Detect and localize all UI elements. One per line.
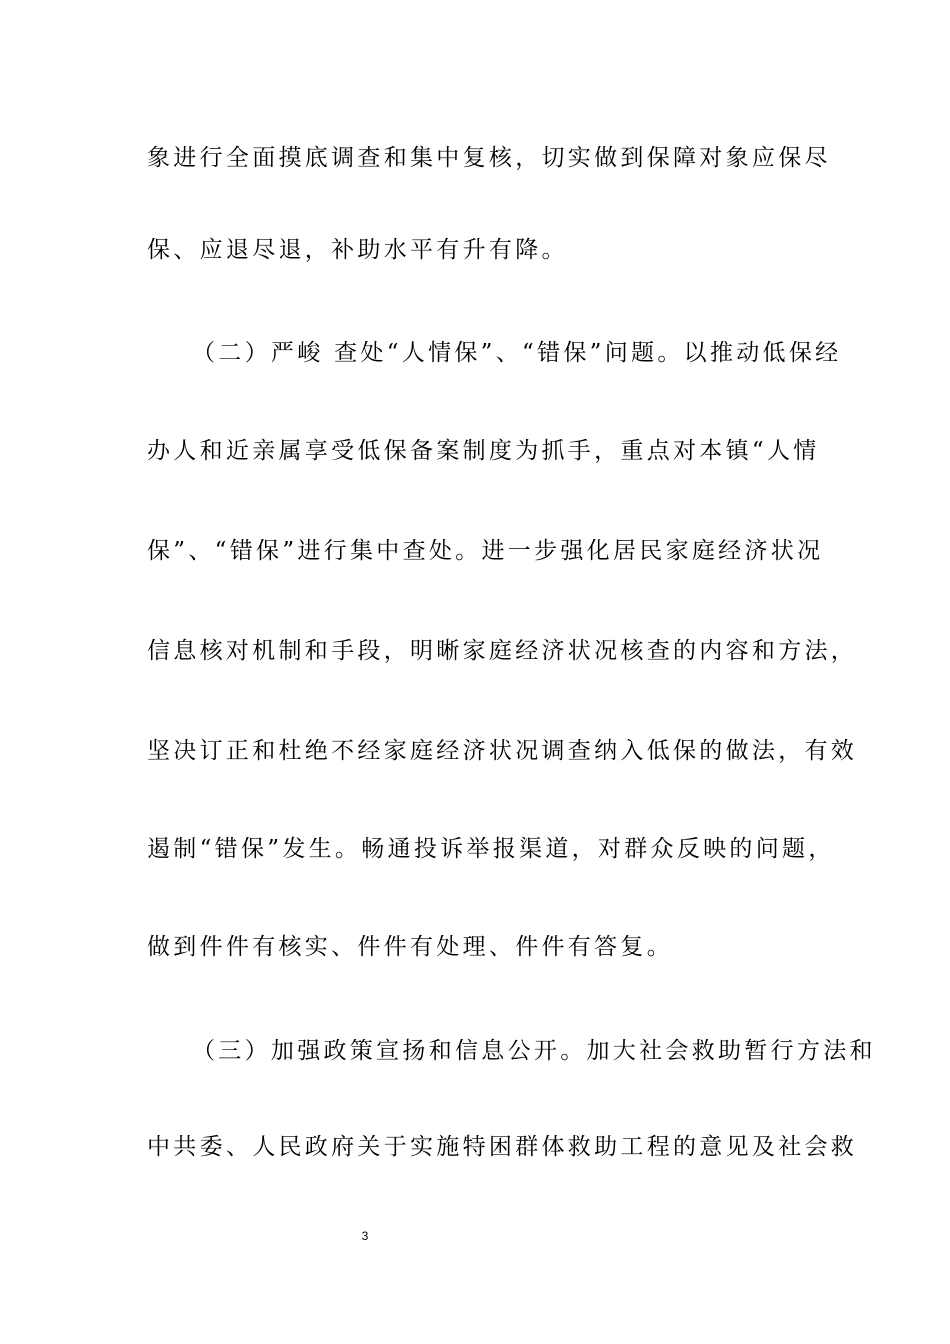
page-number: 3 bbox=[361, 1229, 369, 1243]
paragraph-line-2: 保、应退尽退，补助水平有升有降。 bbox=[147, 237, 568, 263]
paragraph-line-9: 做到件件有核实、件件有处理、件件有答复。 bbox=[147, 934, 673, 960]
paragraph-line-6: 信息核对机制和手段，明晰家庭经济状况核查的内容和方法， bbox=[147, 638, 858, 664]
paragraph-line-5: 保”、“错保”进行集中查处。进一步强化居民家庭经济状况 bbox=[147, 538, 824, 564]
paragraph-line-11: 中共委、人民政府关于实施特困群体救助工程的意见及社会救 bbox=[147, 1134, 858, 1160]
paragraph-line-1: 象进行全面摸底调查和集中复核，切实做到保障对象应保尽 bbox=[147, 145, 831, 171]
paragraph-line-7: 坚决订正和杜绝不经家庭经济状况调查纳入低保的做法，有效 bbox=[147, 738, 858, 764]
paragraph-line-8: 遏制“错保”发生。畅通投诉举报渠道，对群众反映的问题， bbox=[147, 836, 835, 862]
paragraph-line-10: （三）加强政策宣扬和信息公开。加大社会救助暂行方法和 bbox=[192, 1038, 876, 1064]
paragraph-line-3: （二）严峻 查处“人情保”、“错保”问题。以推动低保经 bbox=[192, 340, 842, 366]
paragraph-line-4: 办人和近亲属享受低保备案制度为抓手，重点对本镇“人情 bbox=[147, 438, 820, 464]
